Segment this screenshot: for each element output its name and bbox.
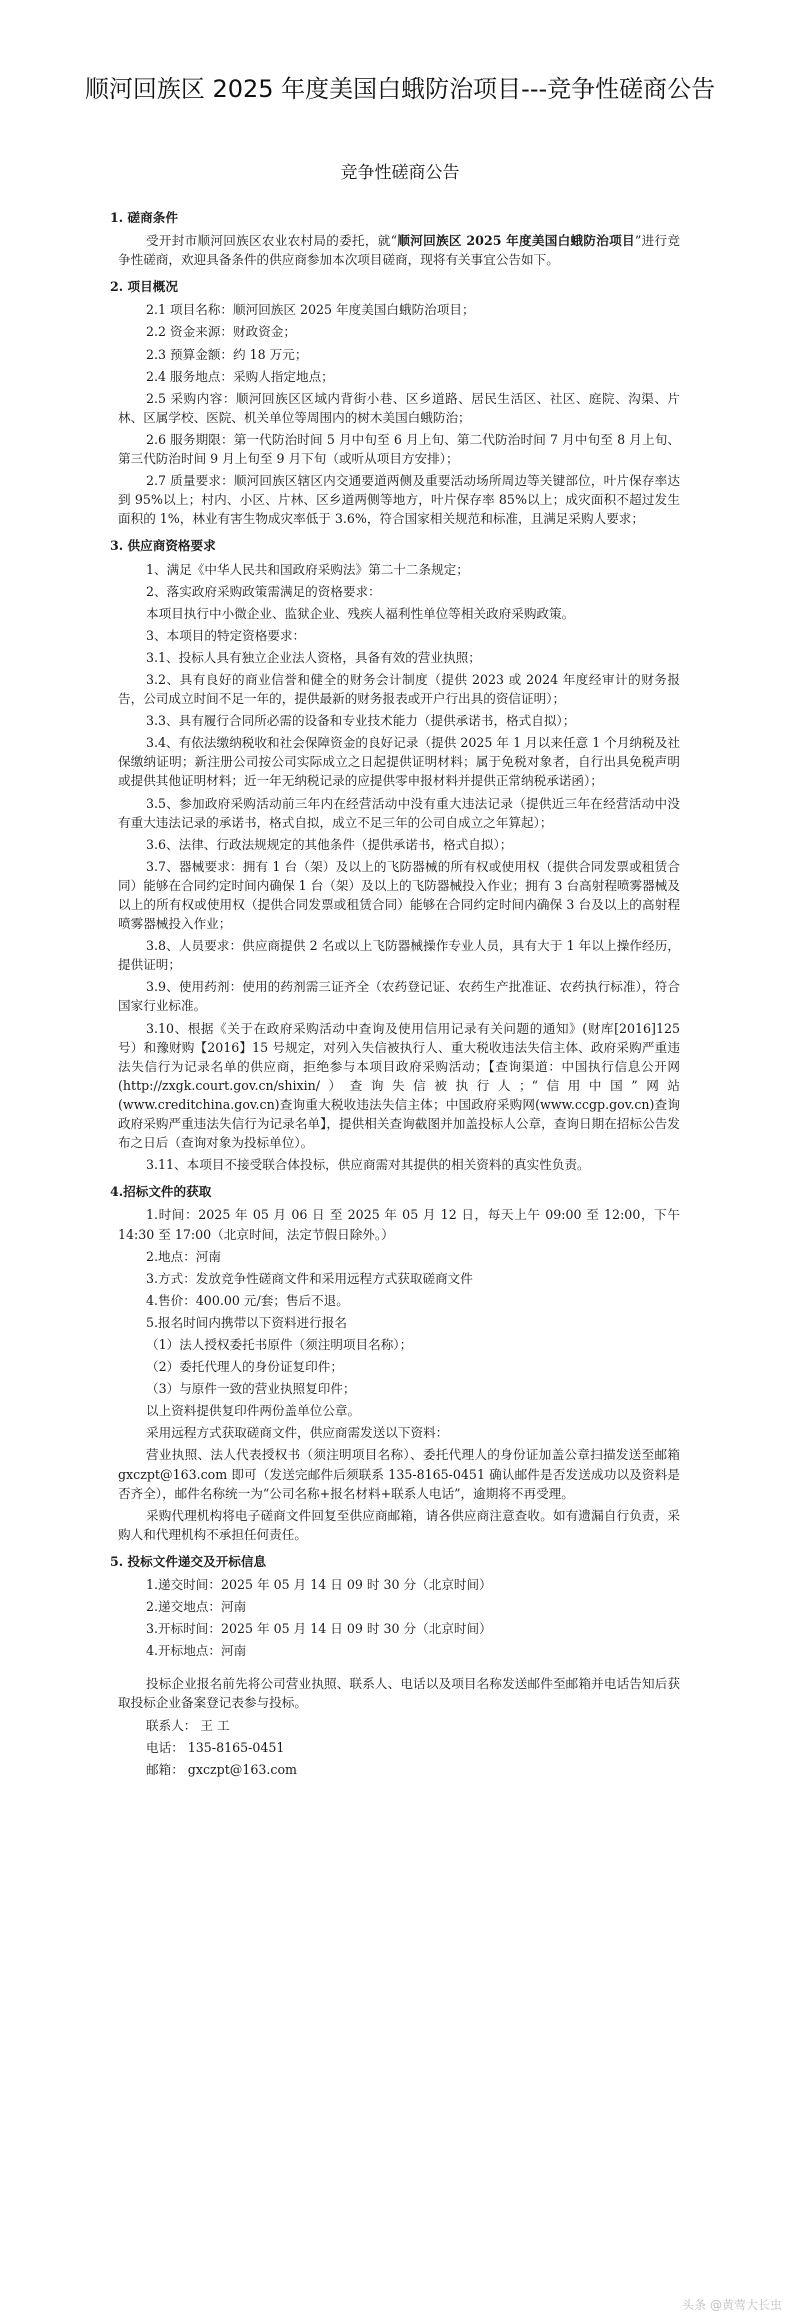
s5-item: 3.开标时间：2025 年 05 月 14 日 09 时 30 分（北京时间） [146,1621,492,1637]
s2-item: 2.4 服务地点：采购人指定地点； [146,368,334,384]
s4-item: （1）法人授权委托书原件（须注明项目名称）； [146,1336,413,1352]
s4-time: 1.时间：2025 年 05 月 06 日 至 2025 年 05 月 12 日，每天上午 09:00 至 12:00，下午 14:30 至 17:00（北京时间，法定节假日除外。） [118,1207,680,1242]
s4-item: 2.地点：河南 [146,1248,221,1264]
footer-note: 投标企业报名前先将公司营业执照、联系人、电话以及项目名称发送邮件至邮箱并电话告知后获取投标企业备案登记表参与投标。 [118,1676,680,1711]
section-4-heading: 4.招标文件的获取 [110,1184,212,1200]
s4-item: 3.方式：发放竞争性磋商文件和采用远程方式获取磋商文件 [146,1270,473,1286]
s2-item: 2.2 资金来源：财政资金； [146,324,296,340]
document-title: 顺河回族区 2025 年度美国白蛾防治项目---竞争性磋商公告 [84,75,716,103]
s4-item: 5.报名时间内携带以下资料进行报名 [146,1314,347,1330]
document-subtitle: 竞争性磋商公告 [340,163,460,183]
section-2-heading: 2. 项目概况 [110,279,178,295]
s3-item: 3.11、本项目不接受联合体投标，供应商需对其提供的相关资料的真实性负责。 [146,1157,590,1173]
s3-item: 3.4、有依法缴纳税收和社会保障资金的良好记录（提供 2025 年 1 月以来任意 1 个月纳税及社保缴纳证明；新注册公司按公司实际成立之日起提供证明材料；属于免税对象者，自行出具免税声明或提供其他证明材料；近一年无纳税记录的应提供零申报材料并提供正常纳税承诺函）； [118,735,680,789]
s3-item: 2、落实政府采购政策需满足的资格要求： [146,583,381,599]
s2-item: 2.5 采购内容：顺河回族区区域内背街小巷、区乡道路、居民生活区、社区、庭院、沟渠、片林、区属学校、医院、机关单位等周围内的树木美国白蛾防治； [118,390,680,425]
section-3-heading: 3. 供应商资格要求 [110,538,216,554]
s4-item: （3）与原件一致的营业执照复印件； [146,1381,356,1397]
s4-docs: 营业执照、法人代表授权书（须注明项目名称）、委托代理人的身份证加盖公章扫描发送至邮箱 gxczpt@163.com 即可（发送完邮件后须联系 135-8165-0451 确认邮件是否发送成功以及资料是否齐全），邮件名称统一为“公司名称+报名材料+联系人电话”，逾期将不再受理。 [118,1447,680,1501]
s3-item: 3.2、具有良好的商业信誉和健全的财务会计制度（提供 2023 或 2024 年度经审计的财务报告，公司成立时间不足一年的，提供最新的财务报表或开户行出具的资信证明）； [118,671,680,707]
s3-item: 3.1、投标人具有独立企业法人资格，具备有效的营业执照； [146,649,481,665]
s3-item: 3.10、根据《关于在政府采购活动中查询及使用信用记录有关问题的通知》(财库[2016]125 号）和豫财购【2016】15 号规定，对列入失信被执行人、重大税收违法失信主体、政府采购严重违法失信行为记录名单的供应商，拒绝参与本项目政府采购活动；【查询渠道：中国执行信息公开网(http://zxgk.court.gov.cn/shixin/）查询失信被执行人；“信用中国”网站(www.creditchina.gov.cn)查询重大税收违法失信主体；中国政府采购网(www.ccgp.gov.cn)查询政府采购严重违法失信行为记录名单】，提供相关查询截图并加盖投标人公章，查询日期在招标公告发布之日后（查询对象为投标单位）。 [118,1020,680,1151]
s2-item: 2.6 服务期限：第一代防治时间 5 月中旬至 6 月上旬、第二代防治时间 7 月中旬至 8 月上旬、第三代防治时间 9 月上旬至 9 月下旬（或听从项目方安排）； [118,431,680,467]
s5-item: 4.开标地点：河南 [146,1643,247,1659]
project-name-bold: 顺河回族区 2025 年度美国白蛾防治项目 [397,233,635,249]
s4-item: （2）委托代理人的身份证复印件； [146,1359,343,1375]
s2-item: 2.3 预算金额：约 18 万元； [146,346,308,362]
s3-item: 3.9、使用药剂：使用的药剂需三证齐全（农药登记证、农药生产批准证、农药执行标准），符合国家行业标准。 [118,979,680,1014]
s4-item: 以上资料提供复印件两份盖单位公章。 [146,1403,361,1419]
s4-item: 4.售价：400.00 元/套；售后不退。 [146,1292,349,1308]
s3-item: 3、本项目的特定资格要求： [146,627,306,643]
section-1-paragraph [118,231,680,269]
s3-item: 3.5、参加政府采购活动前三年内在经营活动中没有重大违法记录（提供近三年在经营活动中没有重大违法记录的承诺书，格式自拟，成立不足三年的公司自成立之年算起）； [118,795,680,830]
s2-item: 2.1 项目名称：顺河回族区 2025 年度美国白蛾防治项目； [146,302,475,318]
s1-text-a: 受开封市顺河回族区农业农村局的委托，就“ [146,233,398,249]
contact-email: 邮箱： gxczpt@163.com [146,1761,297,1777]
s1-text-b: ”进行竞争性磋商，欢迎具备条件的供应商参加本次项目磋商，现将有关事宜公告如下。 [118,233,680,268]
s3-item: 3.8、人员要求：供应商提供 2 名或以上飞防器械操作专业人员，具有大于 1 年以上操作经历，提供证明； [118,938,680,973]
s3-item: 3.7、器械要求：拥有 1 台（架）及以上的飞防器械的所有权或使用权（提供合同发票或租赁合同）能够在合同约定时间内确保 1 台（架）及以上的飞防器械投入作业；拥有 3 台高射程喷雾器械及以上的所有权或使用权（提供合同发票或租赁合同）能够在合同约定时间内确保 3 台及以上的高射程喷雾器械投入作业； [118,858,680,932]
s3-item: 1、满足《中华人民共和国政府采购法》第二十二条规定； [146,561,469,577]
s3-item: 3.6、法律、行政法规规定的其他条件（提供承诺书，格式自拟）； [146,836,513,852]
section-1-heading: 1. 磋商条件 [110,210,178,225]
contact-person: 联系人： 王 工 [146,1717,230,1733]
s4-remote: 采用远程方式获取磋商文件，供应商需发送以下资料： [146,1425,449,1441]
s5-item: 1.递交时间：2025 年 05 月 14 日 09 时 30 分（北京时间） [146,1577,492,1592]
document-body [110,200,680,1782]
section-5-heading: 5. 投标文件递交及开标信息 [110,1553,267,1569]
contact-phone: 电话： 135-8165-0451 [146,1739,285,1755]
watermark: 头条 @黄莺大长虫 [682,2298,782,2312]
contact-footer [118,1674,680,1778]
s2-item: 2.7 质量要求：顺河回族区辖区内交通要道两侧及重要活动场所周边等关键部位，叶片保存率达到 95%以上；村内、小区、片林、区乡道两侧等地方，叶片保存率 85%以上；成灾面积不超过发生面积的 1%，林业有害生物成灾率低于 3.6%，符合国家相关规范和标准，且满足采购人要求； [118,473,680,527]
s4-agent: 采购代理机构将电子磋商文件回复至供应商邮箱，请各供应商注意查收。如有遗漏自行负责，采购人和代理机构不承担任何责任。 [118,1507,680,1542]
s3-item: 3.3、具有履行合同所必需的设备和专业技术能力（提供承诺书，格式自拟）； [146,713,576,729]
s3-item: 本项目执行中小微企业、监狱企业、残疾人福利性单位等相关政府采购政策。 [146,605,575,621]
s5-item: 2.递交地点：河南 [146,1599,247,1615]
